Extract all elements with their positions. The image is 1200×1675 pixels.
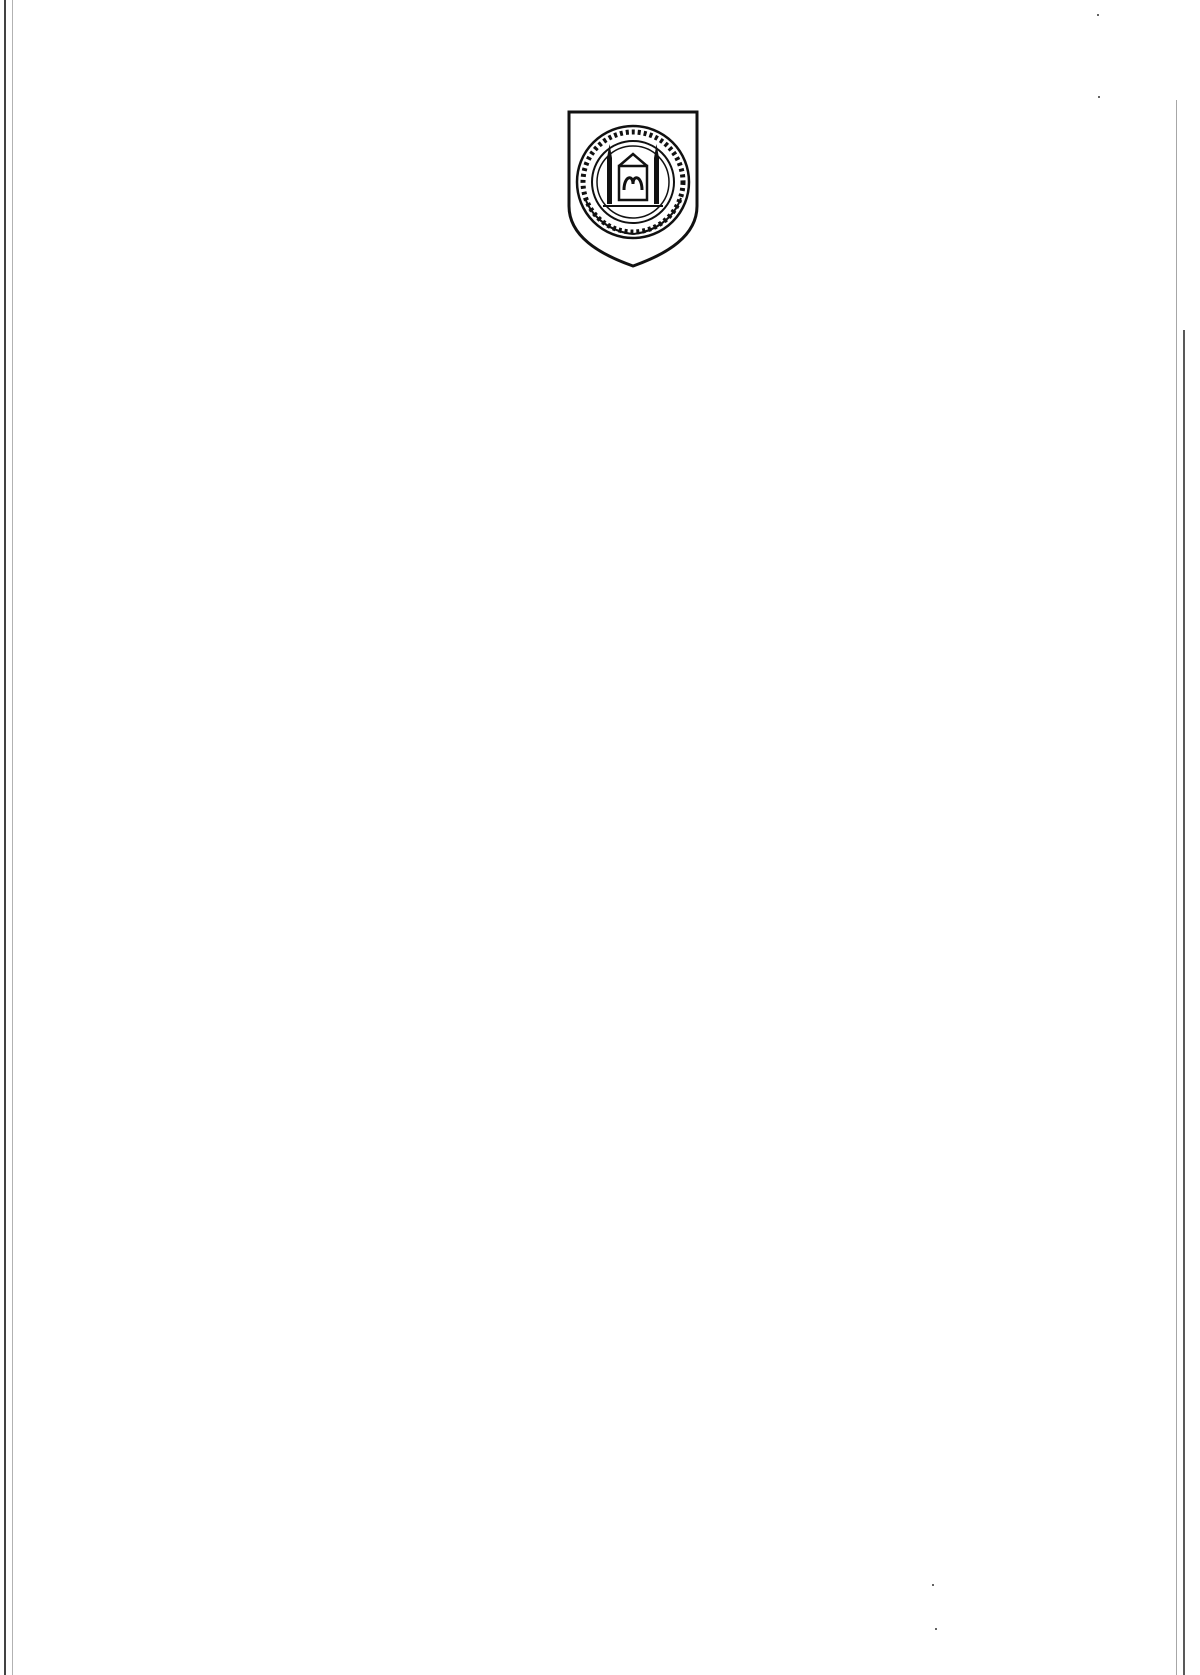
scan-speck [1097,14,1099,16]
scan-speck [935,1628,937,1630]
scan-edge-left [4,0,6,1675]
scan-speck [1098,96,1100,98]
list-item [253,1394,1113,1427]
coat-of-arms-emblem [563,108,703,270]
list-item [253,1361,1113,1394]
amendment-list [253,1361,1113,1427]
scan-speck [932,1584,934,1586]
scan-edge-right [1176,100,1177,1675]
scan-edge-right-outer [1183,330,1185,1675]
scan-edge-left-inner [12,0,13,1675]
